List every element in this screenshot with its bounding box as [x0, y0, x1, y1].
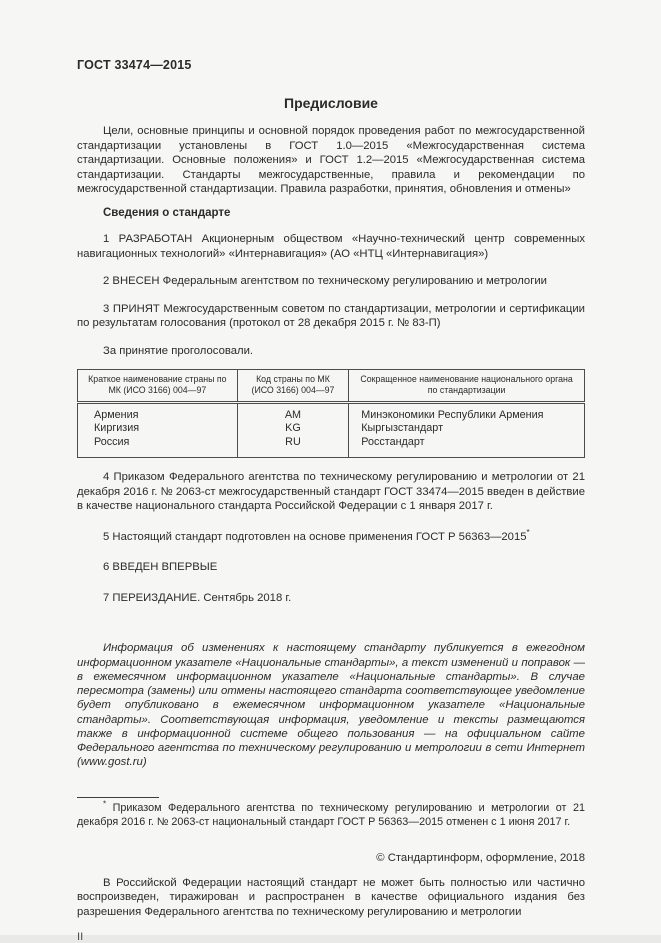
- cell-org: Росстандарт: [349, 436, 585, 457]
- page-number: II: [77, 931, 84, 943]
- cell-code: RU: [237, 436, 349, 457]
- item-7-reissue: 7 ПЕРЕИЗДАНИЕ. Сентябрь 2018 г.: [103, 591, 292, 604]
- item-5-basis: [77, 527, 585, 545]
- table-row: [78, 402, 585, 422]
- doc-number: ГОСТ 33474—2015: [77, 58, 192, 72]
- amendments-info-note: Информация об изменениях к настоящему стандарту публикуется в ежегодном информационном указателе «Национальные стандарты», а текст изменений и поправок — в ежемесячном информационном указателе «Национальные стандарты». В случае пересмотра (замены) или отмены настоящего стандарта соответствующее уведомление будет опубликовано в ежемесячном информационном указателе «Национальные стандарты». Соответствующая информация, уведомление и тексты размещаются также в информационной системе общего пользования — на официальном сайте Федерального агентства по техническому регулированию и метрологии в сети Интернет (www.gost.ru): [77, 642, 585, 769]
- cell-code: AM: [237, 402, 349, 422]
- info-heading: Сведения о стандарте: [103, 206, 231, 219]
- cell-country: Россия: [78, 436, 238, 457]
- table-row: [78, 436, 585, 457]
- table-row: [78, 422, 585, 436]
- intro-paragraph: Цели, основные принципы и основной порядок проведения работ по межгосударственной стандартизации установлены в ГОСТ 1.0—2015 «Межгосударственная система стандартизации. Основные положения» и ГОСТ 1.2—2015 «Межгосударственная система стандартизации. Стандарты межгосударственные, правила и рекомендации по межгосударственной стандартизации. Правила разработки, принятия, обновления и отмены»: [77, 125, 585, 196]
- item-2-submitted: 2 ВНЕСЕН Федеральным агентством по техническому регулированию и метрологии: [103, 275, 547, 288]
- page-title: Предисловие: [284, 95, 378, 111]
- cell-org: Минэкономики Республики Армения: [349, 402, 585, 422]
- vote-line: За принятие проголосовали.: [103, 344, 254, 357]
- page-content: [77, 58, 585, 943]
- footnote-text: Приказом Федерального агентства по техническому регулированию и метрологии от 21 декабря 2016 г. № 2063-ст национальный стандарт ГОСТ Р 56363—2015 отменен с 1 июня 2017 г.: [77, 802, 585, 828]
- voting-table: [77, 369, 585, 458]
- footnote: [77, 799, 585, 829]
- footnote-marker: *: [103, 799, 107, 809]
- table-header-row: [78, 369, 585, 402]
- header-country: Краткое наименование страны по МК (ИСО 3166) 004—97: [78, 369, 238, 402]
- copyright-line: © Стандартинформ, оформление, 2018: [376, 851, 585, 864]
- reproduction-notice: В Российской Федерации настоящий стандарт не может быть полностью или частично воспроизведен, тиражирован и распространен в качестве официального издания без разрешения Федерального агентства по техническому регулированию и метрологии: [77, 876, 585, 918]
- header-org: Сокращенное наименование национального органа по стандартизации: [349, 369, 585, 402]
- footnote-divider: [77, 797, 159, 798]
- item-3-adopted: 3 ПРИНЯТ Межгосударственным советом по стандартизации, метрологии и сертификации по результатам голосования (протокол от 28 декабря 2015 г. № 83-П): [77, 302, 585, 330]
- item-4-order: 4 Приказом Федерального агентства по техническому регулированию и метрологии от 21 декабря 2016 г. № 2063-ст межгосударственный стандарт ГОСТ 33474—2015 введен в действие в качестве национального стандарта Российской Федерации с 1 января 2017 г.: [77, 470, 585, 513]
- header-code: Код страны по МК (ИСО 3166) 004—97: [237, 369, 349, 402]
- item-5-text: 5 Настоящий стандарт подготовлен на основе применения ГОСТ Р 56363—2015: [103, 530, 527, 543]
- footnote-marker-ref: *: [526, 527, 530, 537]
- item-6-first-edition: 6 ВВЕДЕН ВПЕРВЫЕ: [103, 561, 218, 574]
- cell-country: Армения: [78, 402, 238, 422]
- cell-country: Киргизия: [78, 422, 238, 436]
- cell-code: KG: [237, 422, 349, 436]
- cell-org: Кыргызстандарт: [349, 422, 585, 436]
- item-1-developed: 1 РАЗРАБОТАН Акционерным обществом «Научно-технический центр современных навигационных технологий» «Интернавигация» (АО «НТЦ «Интернавигация»): [77, 232, 585, 260]
